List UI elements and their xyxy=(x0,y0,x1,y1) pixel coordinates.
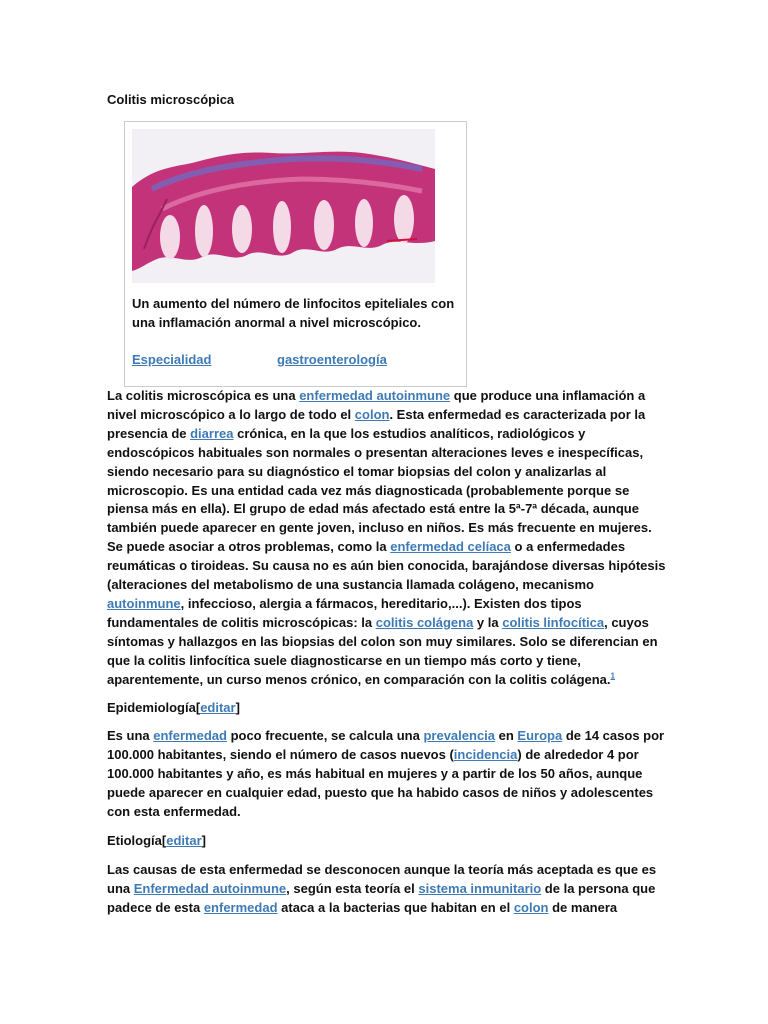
heading-text: Epidemiología xyxy=(107,700,196,715)
text: Las causas de esta enfermedad se desconocen aunque la teoría más aceptada es que es una xyxy=(107,862,657,896)
page-title: Colitis microscópica xyxy=(107,92,235,107)
link-enfermedad-autoinmune[interactable]: enfermedad autoinmune xyxy=(299,388,451,403)
text: , cuyos síntomas y hallazgos en las biopsias del colon son muy similares. Solo se diferencian en que la colitis linfocítica suele diagnosticarse en un tiempo más corto y tiene, aparentemente, un curso menos crónico, en comparación con la colitis colágena. xyxy=(107,614,658,687)
link-enfermedad-celiaca[interactable]: enfermedad celíaca xyxy=(390,539,511,555)
histology-image xyxy=(132,129,435,283)
text: crónica, en la que los estudios analíticos, radiológicos y endoscópicos habituales son normales o presentan alteraciones leves e inespecíficas, siendo necesario para su diagnóstico el tomar biopsias del colon y analizarlas al microscopio. Es una entidad cada vez más diagnosticada (probablemente porque se piensa más en ella). El grupo de edad más afectado está entre la 5ª-7ª década, aunque también puede aparecer en gente joven, incluso en niños. Es más frecuente en mujeres. Se puede asociar a otros problemas, como la xyxy=(107,425,652,555)
text: poco frecuente, se calcula una xyxy=(226,728,424,743)
bracket: [ xyxy=(195,700,201,715)
section-heading-epidemiologia xyxy=(107,700,240,715)
link-diarrea[interactable]: diarrea xyxy=(190,425,234,441)
text: en xyxy=(495,728,518,743)
link-colitis-colagena[interactable]: colitis colágena xyxy=(375,614,474,630)
link-incidencia[interactable]: incidencia xyxy=(453,746,518,762)
intro-paragraph xyxy=(107,387,667,690)
text: o a enfermedades reumáticas o tiroideas. Su causa no es aún bien conocida, barajándose diversas hipótesis (alteraciones del metabolismo de una sustancia llamada colágeno, mecanismo xyxy=(107,539,666,593)
text: . Esta enfermedad es caracterizada por la presencia de xyxy=(107,406,646,441)
link-prevalencia[interactable]: prevalencia xyxy=(423,728,496,743)
etiologia-paragraph xyxy=(107,861,667,918)
reference-1[interactable]: 1 xyxy=(610,671,615,681)
link-sistema-inmunitario[interactable]: sistema inmunitario xyxy=(418,880,542,896)
epidemiologia-paragraph xyxy=(107,727,667,822)
text: , según esta teoría el xyxy=(286,880,419,896)
especialidad-value-link[interactable]: gastroenterología xyxy=(277,352,387,367)
link-autoinmune[interactable]: autoinmune xyxy=(107,595,181,611)
text: de la persona que padece de esta xyxy=(107,880,656,915)
section-heading-etiologia xyxy=(107,833,206,848)
bracket: ] xyxy=(235,700,240,715)
bracket: [ xyxy=(161,833,167,848)
link-enfermedad[interactable]: enfermedad xyxy=(153,728,227,743)
heading-text: Etiología xyxy=(107,833,162,848)
text: de manera xyxy=(548,899,618,915)
text: de 14 casos por 100.000 habitantes, siendo el número de casos nuevos ( xyxy=(107,728,665,762)
infobox xyxy=(124,121,467,387)
text: que produce una inflamación a nivel microscópico a lo largo de todo el xyxy=(107,388,646,422)
link-colon-2[interactable]: colon xyxy=(513,899,549,915)
especialidad-label[interactable]: Especialidad xyxy=(132,352,212,367)
link-enfermedad-2[interactable]: enfermedad xyxy=(203,899,278,915)
text: y la xyxy=(473,614,503,630)
link-colitis-linfocitica[interactable]: colitis linfocítica xyxy=(502,614,605,630)
link-colon[interactable]: colon xyxy=(354,406,390,422)
text: ataca a la bacterias que habitan en el xyxy=(277,899,514,915)
link-enfermedad-autoinmune-2[interactable]: Enfermedad autoinmune xyxy=(133,880,287,896)
text: La colitis microscópica es una xyxy=(107,388,300,403)
link-europa[interactable]: Europa xyxy=(517,728,563,743)
text: , infeccioso, alergia a fármacos, hereditario,...). Existen dos tipos fundamentales de colitis microscópicas: la xyxy=(107,595,582,630)
edit-link[interactable]: editar xyxy=(200,700,236,715)
bracket: ] xyxy=(201,833,206,848)
edit-link[interactable]: editar xyxy=(166,833,202,848)
text: Es una xyxy=(107,728,154,743)
infobox-caption: Un aumento del número de linfocitos epiteliales con una inflamación anormal a nivel microscópico. xyxy=(132,296,455,330)
text: ) de alrededor 4 por 100.000 habitantes y año, es más habitual en mujeres y a partir de los 50 años, aunque puede aparecer en cualquier edad, puesto que ha habido casos de niños y adolescentes con esta enfermedad. xyxy=(107,746,654,819)
